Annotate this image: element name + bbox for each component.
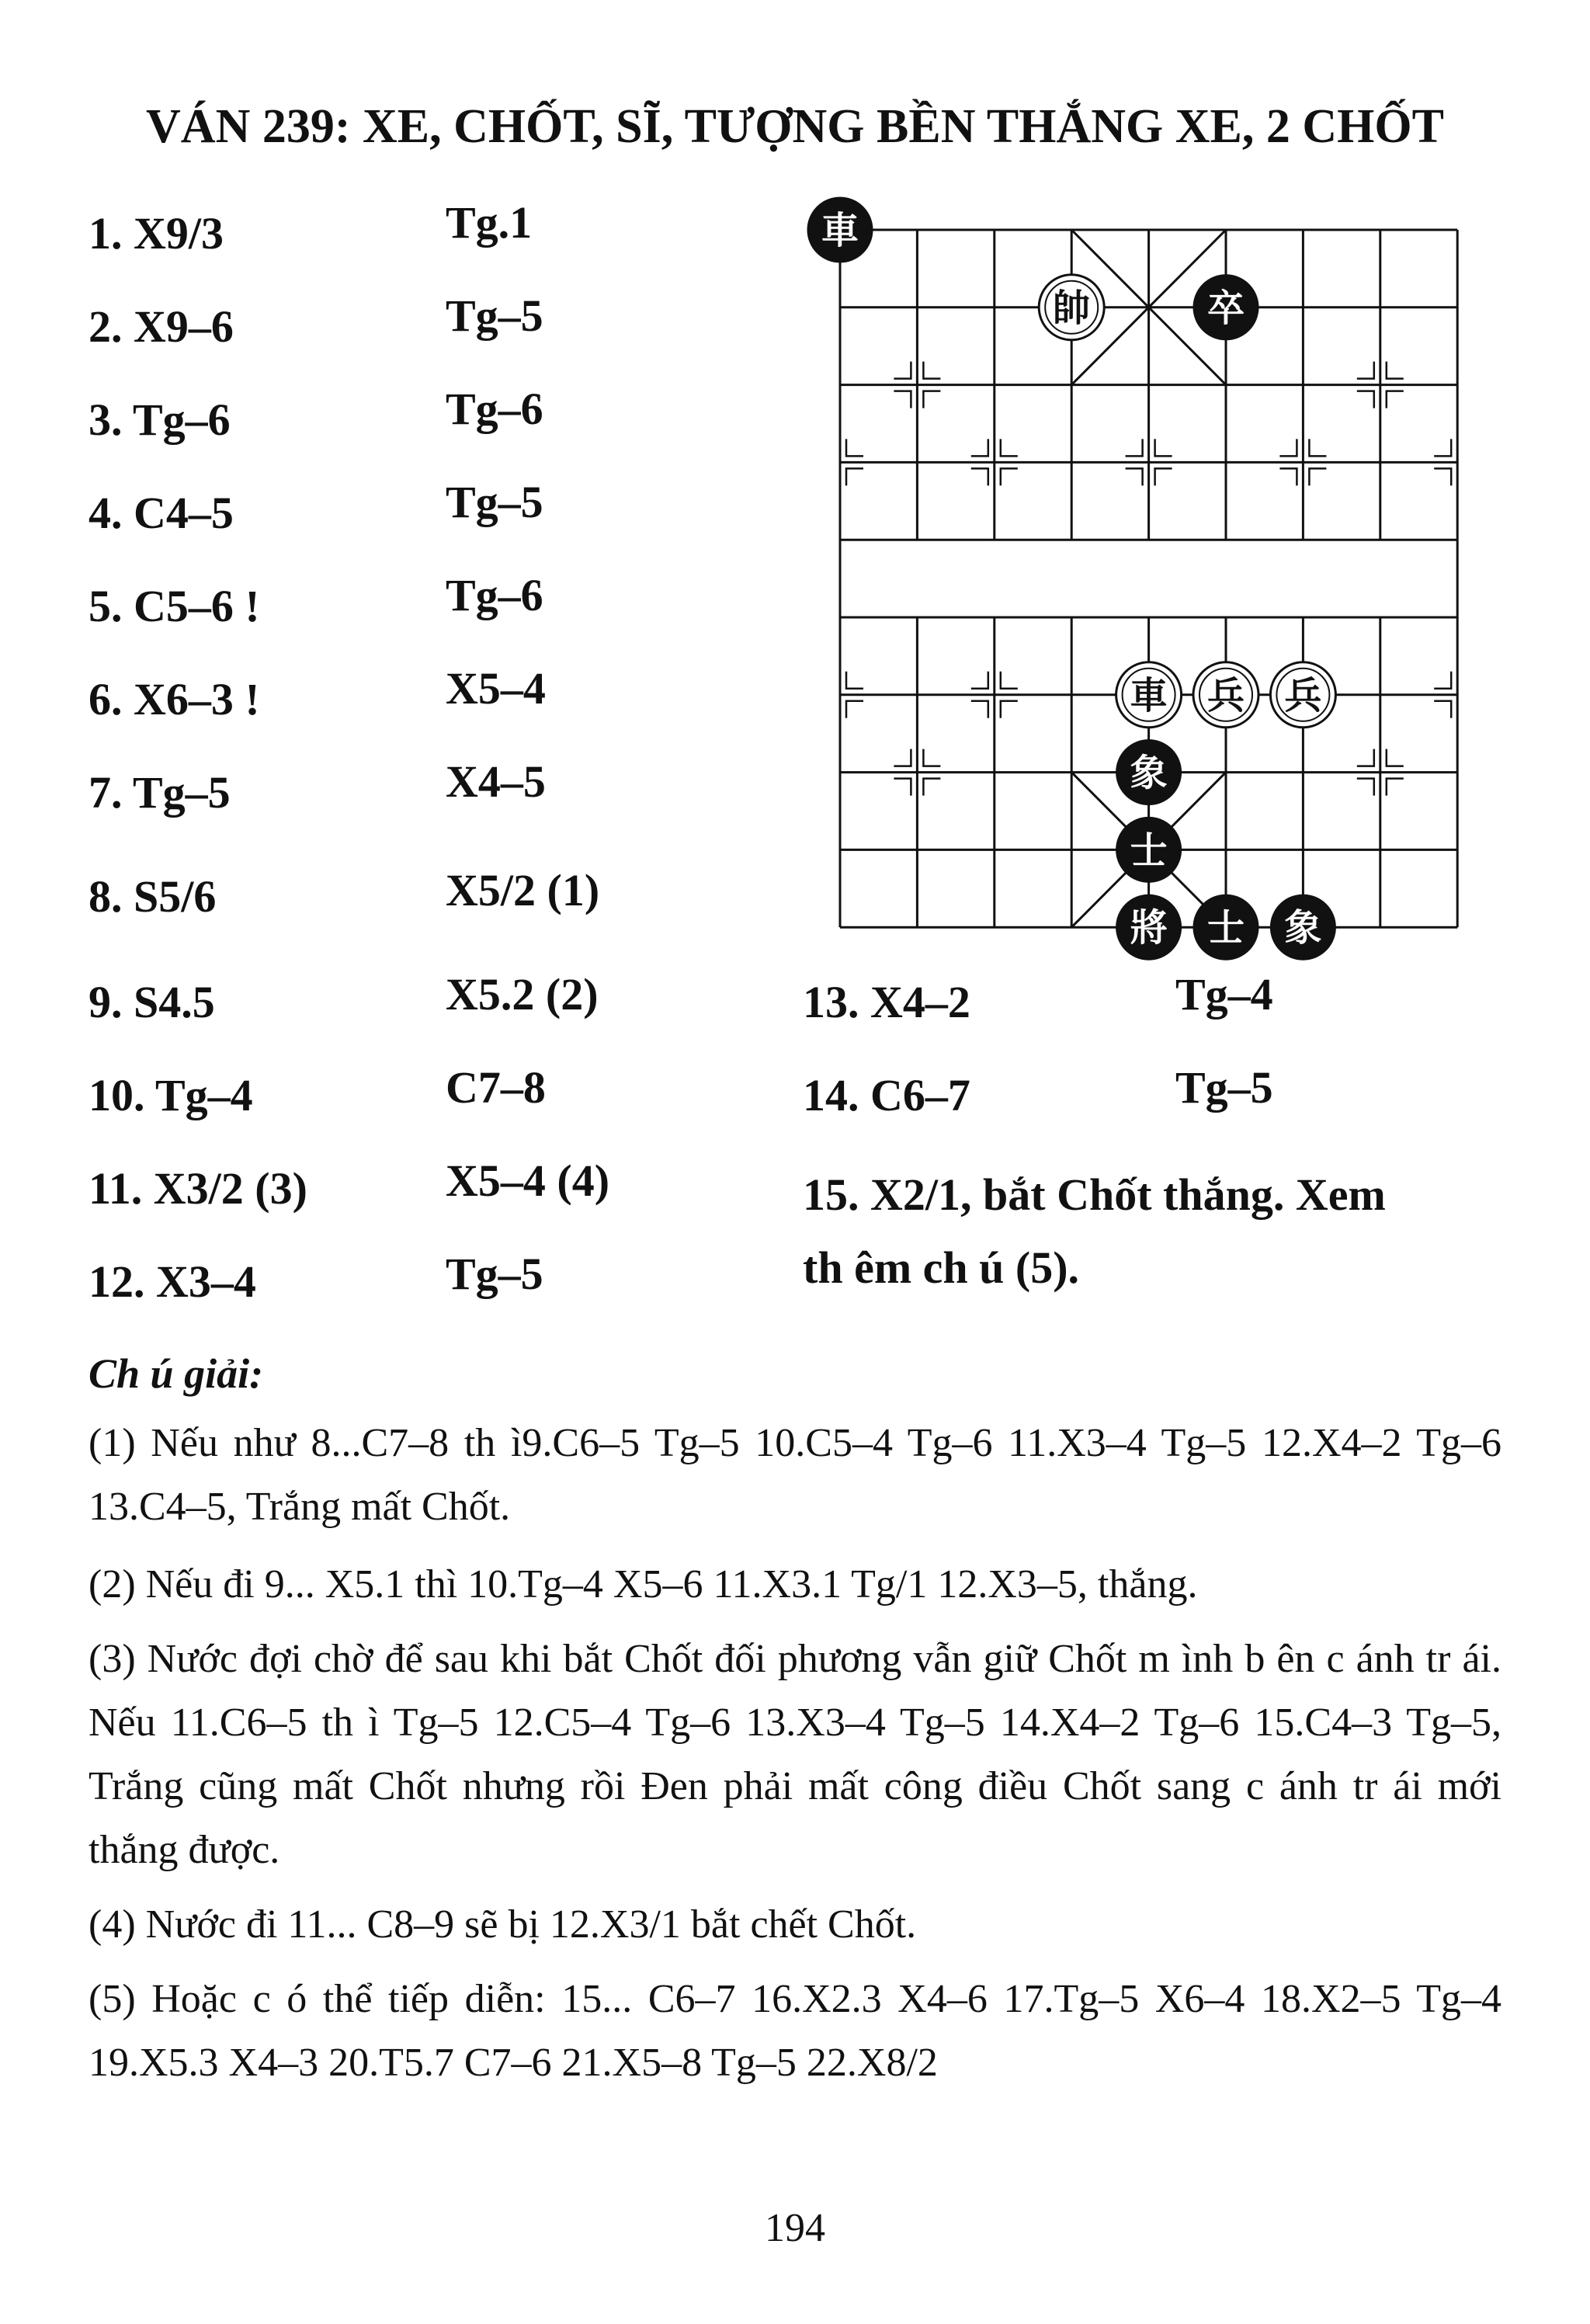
page-title: VÁN 239: XE, CHỐT, SĨ, TƯỢNG BỀN THẮNG XE, 2 CHỐT [146,100,1444,153]
note-2: (2) Nếu đi 9... X5.1 thì 10.Tg–4 X5–6 11.X3.1 Tg/1 12.X3–5, thắng. [89,1562,1198,1607]
piece-red [1270,662,1335,728]
move-6-red: 6. X6–3 ! [89,674,260,724]
move-14-red: 14. C6–7 [803,1070,970,1120]
note-4: (4) Nước đi 11... C8–9 sẽ bị 12.X3/1 bắt chết Chốt. [89,1902,917,1947]
move-5-red: 5. C5–6 ! [89,581,260,631]
piece-red [1193,662,1258,728]
position-marker [846,672,863,689]
move-14-black: Tg–5 [1175,1062,1273,1113]
piece-label: 兵 [1284,673,1322,717]
move-6-black: X5–4 [446,663,546,714]
move-3-red: 3. Tg–6 [89,394,231,445]
position-marker [1357,779,1374,796]
position-marker [1126,439,1143,456]
position-marker [894,779,911,796]
notes-heading: Ch ú giải: [89,1350,264,1397]
position-marker [1001,672,1018,689]
position-marker [1001,468,1018,485]
piece-label: 帥 [1053,286,1091,330]
position-marker [1155,439,1172,456]
move-11-red: 11. X3/2 (3) [89,1163,307,1214]
move-7-red: 7. Tg–5 [89,767,231,818]
move-4-black: Tg–5 [446,477,543,527]
position-marker [1309,468,1326,485]
position-marker [1387,362,1404,379]
position-marker [1155,468,1172,485]
move-13-black: Tg–4 [1175,969,1273,1020]
position-marker [971,439,988,456]
move-7-black: X4–5 [446,756,546,807]
move-3-black: Tg–6 [446,384,543,434]
move-2-black: Tg–5 [446,290,543,341]
move-1-black: Tg.1 [446,197,533,248]
piece-label: 卒 [1206,286,1245,330]
position-marker [894,362,911,379]
note-1: (1) Nếu như 8...C7–8 th ì9.C6–5 Tg–5 10.C5–4 Tg–6 11.X3–4 Tg–5 12.X4–2 Tg–6 13.C4–5, Trắng mất Chốt. [89,1421,1501,1529]
piece-label: 士 [1206,906,1245,950]
position-marker [1387,391,1404,408]
move-11-black: X5–4 (4) [446,1155,610,1206]
position-marker [923,779,940,796]
piece-label: 將 [1130,906,1168,950]
position-marker [971,672,988,689]
position-marker [1357,362,1374,379]
move-13-red: 13. X4–2 [803,977,970,1027]
move-10-red: 10. Tg–4 [89,1070,253,1120]
position-marker [1434,439,1451,456]
piece-red [1116,662,1182,728]
piece-label: 象 [1284,906,1322,950]
position-marker [1309,439,1326,456]
piece-black [1270,895,1335,960]
piece-red [1039,275,1104,340]
position-marker [1387,779,1404,796]
piece-black [1116,740,1182,805]
position-marker [1387,749,1404,766]
position-marker [923,749,940,766]
position-marker [1279,439,1297,456]
piece-label: 象 [1130,751,1168,795]
move-4-red: 4. C4–5 [89,488,234,538]
position-marker [846,701,863,718]
position-marker [923,391,940,408]
position-marker [1126,468,1143,485]
position-marker [1001,701,1018,718]
position-marker [971,468,988,485]
move-15-line1: 15. X2/1, bắt Chốt thắng. Xem [803,1169,1386,1220]
page-number: 194 [765,2206,825,2250]
move-12-black: Tg–5 [446,1249,543,1299]
piece-label: 車 [1130,673,1168,717]
piece-black [1116,817,1182,882]
position-marker [1434,468,1451,485]
piece-label: 士 [1130,829,1168,873]
move-8-black: X5/2 (1) [446,865,600,915]
move-5-black: Tg–6 [446,570,543,620]
piece-black [807,197,873,262]
position-marker [1357,391,1374,408]
position-marker [1357,749,1374,766]
move-10-black: C7–8 [446,1062,546,1113]
move-9-red: 9. S4.5 [89,977,215,1027]
move-12-red: 12. X3–4 [89,1256,256,1307]
position-marker [846,468,863,485]
piece-black [1193,895,1258,960]
position-marker [1434,672,1451,689]
piece-label: 兵 [1206,673,1245,717]
move-9-black: X5.2 (2) [446,969,599,1020]
move-2-red: 2. X9–6 [89,301,234,352]
move-1-red: 1. X9/3 [89,208,224,259]
move-15-line2: th êm ch ú (5). [803,1242,1080,1293]
xiangqi-board-diagram [800,194,1483,978]
piece-black [1193,275,1258,340]
position-marker [894,749,911,766]
move-8-red: 8. S5/6 [89,871,217,922]
position-marker [1001,439,1018,456]
position-marker [971,701,988,718]
position-marker [1434,701,1451,718]
position-marker [1279,468,1297,485]
position-marker [923,362,940,379]
note-5: (5) Hoặc c ó thể tiếp diễn: 15... C6–7 16.X2.3 X4–6 17.Tg–5 X6–4 18.X2–5 Tg–4 19.X5.3 X4–3 20.T5.7 C7–6 21.X5–8 Tg–5 22.X8/2 [89,1977,1501,2085]
note-3: (3) Nước đợi chờ để sau khi bắt Chốt đối phương vẫn giữ Chốt m ình b ên c ánh tr ái. Nếu 11.C6–5 th ì Tg–5 12.C5–4 Tg–6 13.X3–4 Tg–5 14.X4–2 Tg–6 15.C4–3 Tg–5, Trắng cũng mất Chốt nhưng rồi Đen phải mất công điều Chốt sang c ánh tr ái mới thắng được. [89,1637,1501,1872]
piece-label: 車 [821,209,859,252]
position-marker [894,391,911,408]
piece-black [1116,895,1182,960]
position-marker [846,439,863,456]
